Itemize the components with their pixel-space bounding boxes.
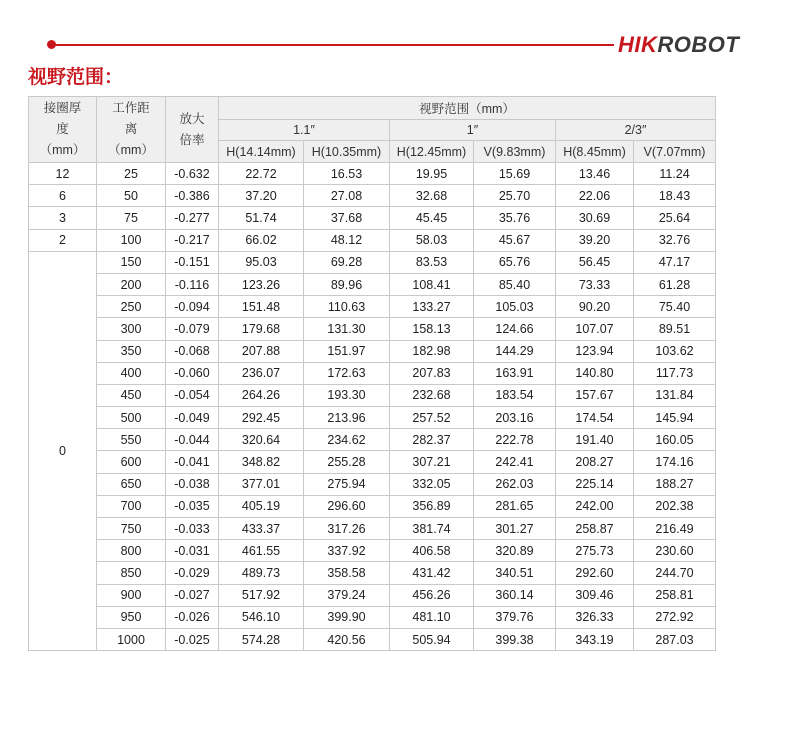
cell-fov-value: 213.96 [304,407,390,429]
table-row [29,628,716,650]
cell-fov-value: 225.14 [556,473,634,495]
cell-fov-value: 123.94 [556,340,634,362]
cell-fov-value: 117.73 [634,362,716,384]
col-header-sub: V(7.07mm) [634,141,716,163]
cell-fov-value: 258.87 [556,518,634,540]
cell-fov-value: 174.54 [556,407,634,429]
cell-fov-value: 95.03 [219,251,304,273]
table-row [29,562,716,584]
brand-logo-hik: HIK [618,32,658,57]
cell-fov-value: 11.24 [634,163,716,185]
cell-fov-value: 183.54 [474,384,556,406]
cell-fov-value: 47.17 [634,251,716,273]
cell-ring-thickness-group: 0 [29,251,97,650]
table-row [29,207,716,229]
cell-fov-value: 230.60 [634,540,716,562]
cell-fov-value: 207.83 [390,362,474,384]
cell-fov-value: 89.96 [304,273,390,295]
cell-ring-thickness: 2 [29,229,97,251]
col-header-sub: H(10.35mm) [304,141,390,163]
cell-fov-value: 574.28 [219,628,304,650]
table-row [29,185,716,207]
cell-fov-value: 489.73 [219,562,304,584]
cell-fov-value: 32.76 [634,229,716,251]
cell-fov-value: 309.46 [556,584,634,606]
cell-fov-value: 145.94 [634,407,716,429]
cell-magnification: -0.277 [166,207,219,229]
cell-fov-value: 193.30 [304,384,390,406]
cell-working-distance: 300 [97,318,166,340]
cell-fov-value: 131.30 [304,318,390,340]
cell-fov-value: 30.69 [556,207,634,229]
cell-magnification: -0.049 [166,407,219,429]
cell-working-distance: 400 [97,362,166,384]
cell-fov-value: 45.45 [390,207,474,229]
cell-fov-value: 301.27 [474,518,556,540]
cell-fov-value: 360.14 [474,584,556,606]
cell-working-distance: 900 [97,584,166,606]
table-row [29,229,716,251]
cell-fov-value: 103.62 [634,340,716,362]
cell-fov-value: 281.65 [474,495,556,517]
cell-fov-value: 264.26 [219,384,304,406]
cell-working-distance: 650 [97,473,166,495]
cell-fov-value: 358.58 [304,562,390,584]
cell-working-distance: 200 [97,273,166,295]
col-header-working-distance [97,97,166,163]
cell-fov-value: 343.19 [556,628,634,650]
cell-fov-value: 158.13 [390,318,474,340]
cell-fov-value: 320.89 [474,540,556,562]
cell-fov-value: 188.27 [634,473,716,495]
cell-fov-value: 242.41 [474,451,556,473]
col-header-sensor-1-1in: 1.1″ [219,120,390,141]
cell-fov-value: 232.68 [390,384,474,406]
table-row [29,340,716,362]
table-row [29,473,716,495]
cell-fov-value: 19.95 [390,163,474,185]
cell-fov-value: 262.03 [474,473,556,495]
cell-magnification: -0.116 [166,273,219,295]
cell-fov-value: 163.91 [474,362,556,384]
cell-magnification: -0.027 [166,584,219,606]
cell-fov-value: 203.16 [474,407,556,429]
cell-fov-value: 340.51 [474,562,556,584]
cell-fov-value: 307.21 [390,451,474,473]
cell-magnification: -0.094 [166,296,219,318]
cell-working-distance: 250 [97,296,166,318]
table-row [29,318,716,340]
cell-fov-value: 317.26 [304,518,390,540]
cell-fov-value: 172.63 [304,362,390,384]
cell-magnification: -0.041 [166,451,219,473]
cell-fov-value: 32.68 [390,185,474,207]
cell-fov-value: 51.74 [219,207,304,229]
cell-fov-value: 133.27 [390,296,474,318]
cell-working-distance: 450 [97,384,166,406]
cell-fov-value: 282.37 [390,429,474,451]
cell-fov-value: 348.82 [219,451,304,473]
table-row [29,540,716,562]
cell-magnification: -0.386 [166,185,219,207]
cell-fov-value: 207.88 [219,340,304,362]
cell-ring-thickness: 6 [29,185,97,207]
header-accent-line [52,44,614,46]
cell-fov-value: 151.97 [304,340,390,362]
cell-fov-value: 258.81 [634,584,716,606]
cell-working-distance: 500 [97,407,166,429]
cell-working-distance: 600 [97,451,166,473]
cell-fov-value: 456.26 [390,584,474,606]
col-header-sub: H(8.45mm) [556,141,634,163]
cell-working-distance: 800 [97,540,166,562]
cell-fov-value: 236.07 [219,362,304,384]
cell-fov-value: 257.52 [390,407,474,429]
cell-fov-value: 110.63 [304,296,390,318]
cell-working-distance: 25 [97,163,166,185]
cell-fov-value: 73.33 [556,273,634,295]
cell-magnification: -0.031 [166,540,219,562]
table-row [29,407,716,429]
cell-fov-value: 377.01 [219,473,304,495]
fov-table [28,96,716,651]
cell-fov-value: 13.46 [556,163,634,185]
col-header-sub: H(14.14mm) [219,141,304,163]
cell-fov-value: 244.70 [634,562,716,584]
table-row [29,518,716,540]
cell-magnification: -0.060 [166,362,219,384]
cell-fov-value: 105.03 [474,296,556,318]
cell-fov-value: 505.94 [390,628,474,650]
cell-fov-value: 151.48 [219,296,304,318]
cell-fov-value: 379.76 [474,606,556,628]
col-header-magnification [166,97,219,163]
cell-fov-value: 337.92 [304,540,390,562]
col-header-ring-thickness [29,97,97,163]
cell-magnification: -0.038 [166,473,219,495]
cell-fov-value: 58.03 [390,229,474,251]
cell-ring-thickness: 3 [29,207,97,229]
cell-fov-value: 326.33 [556,606,634,628]
col-header-wd-line3: （mm） [108,143,154,157]
cell-fov-value: 144.29 [474,340,556,362]
table-row [29,584,716,606]
col-header-ring-line3: （mm） [39,143,86,157]
cell-fov-value: 191.40 [556,429,634,451]
cell-fov-value: 332.05 [390,473,474,495]
col-header-sensor-2-3in: 2/3″ [556,120,716,141]
cell-fov-value: 481.10 [390,606,474,628]
brand-logo [618,32,739,58]
cell-fov-value: 83.53 [390,251,474,273]
cell-fov-value: 65.76 [474,251,556,273]
col-header-wd-line2: 离 [124,122,138,136]
cell-magnification: -0.029 [166,562,219,584]
cell-working-distance: 700 [97,495,166,517]
section-title: 视野范围： [28,66,124,88]
cell-fov-value: 399.90 [304,606,390,628]
table-row [29,495,716,517]
brand-logo-robot: ROBOT [657,32,740,57]
cell-fov-value: 25.64 [634,207,716,229]
cell-magnification: -0.054 [166,384,219,406]
table-row [29,163,716,185]
cell-fov-value: 405.19 [219,495,304,517]
cell-fov-value: 140.80 [556,362,634,384]
col-header-sensor-1in: 1″ [390,120,556,141]
cell-fov-value: 124.66 [474,318,556,340]
cell-working-distance: 550 [97,429,166,451]
cell-fov-value: 296.60 [304,495,390,517]
cell-fov-value: 356.89 [390,495,474,517]
cell-working-distance: 150 [97,251,166,273]
col-header-wd-line1: 工作距 [112,101,150,115]
cell-fov-value: 157.67 [556,384,634,406]
cell-fov-value: 255.28 [304,451,390,473]
cell-working-distance: 100 [97,229,166,251]
cell-fov-value: 182.98 [390,340,474,362]
table-row [29,429,716,451]
table-row [29,251,716,273]
cell-fov-value: 287.03 [634,628,716,650]
fov-table-body [29,163,716,651]
cell-fov-value: 406.58 [390,540,474,562]
cell-fov-value: 272.92 [634,606,716,628]
cell-fov-value: 39.20 [556,229,634,251]
cell-working-distance: 1000 [97,628,166,650]
cell-fov-value: 399.38 [474,628,556,650]
cell-fov-value: 56.45 [556,251,634,273]
cell-fov-value: 37.68 [304,207,390,229]
cell-fov-value: 381.74 [390,518,474,540]
cell-fov-value: 292.60 [556,562,634,584]
cell-working-distance: 75 [97,207,166,229]
cell-fov-value: 131.84 [634,384,716,406]
cell-magnification: -0.044 [166,429,219,451]
cell-working-distance: 750 [97,518,166,540]
cell-fov-value: 90.20 [556,296,634,318]
cell-fov-value: 174.16 [634,451,716,473]
cell-fov-value: 208.27 [556,451,634,473]
cell-working-distance: 350 [97,340,166,362]
cell-fov-value: 45.67 [474,229,556,251]
cell-fov-value: 160.05 [634,429,716,451]
cell-fov-value: 292.45 [219,407,304,429]
col-header-ring-line1: 接圈厚 [43,101,82,115]
cell-fov-value: 546.10 [219,606,304,628]
col-header-sub: H(12.45mm) [390,141,474,163]
cell-magnification: -0.217 [166,229,219,251]
cell-fov-value: 69.28 [304,251,390,273]
cell-working-distance: 50 [97,185,166,207]
col-header-mag-line1: 放大 [179,111,205,126]
table-row [29,384,716,406]
cell-fov-value: 420.56 [304,628,390,650]
cell-fov-value: 15.69 [474,163,556,185]
table-row [29,606,716,628]
cell-fov-value: 37.20 [219,185,304,207]
cell-fov-value: 461.55 [219,540,304,562]
cell-fov-value: 89.51 [634,318,716,340]
cell-fov-value: 108.41 [390,273,474,295]
cell-fov-value: 35.76 [474,207,556,229]
cell-fov-value: 61.28 [634,273,716,295]
cell-fov-value: 202.38 [634,495,716,517]
cell-fov-value: 320.64 [219,429,304,451]
cell-magnification: -0.079 [166,318,219,340]
cell-magnification: -0.035 [166,495,219,517]
cell-magnification: -0.026 [166,606,219,628]
cell-working-distance: 850 [97,562,166,584]
cell-magnification: -0.033 [166,518,219,540]
cell-fov-value: 22.72 [219,163,304,185]
cell-fov-value: 179.68 [219,318,304,340]
cell-fov-value: 222.78 [474,429,556,451]
cell-fov-value: 18.43 [634,185,716,207]
col-header-sub: V(9.83mm) [474,141,556,163]
cell-fov-value: 433.37 [219,518,304,540]
table-row [29,362,716,384]
cell-fov-value: 27.08 [304,185,390,207]
cell-working-distance: 950 [97,606,166,628]
cell-fov-value: 25.70 [474,185,556,207]
cell-magnification: -0.025 [166,628,219,650]
cell-fov-value: 66.02 [219,229,304,251]
cell-fov-value: 517.92 [219,584,304,606]
cell-fov-value: 431.42 [390,562,474,584]
col-header-mag-line2: 倍率 [179,132,205,147]
cell-magnification: -0.068 [166,340,219,362]
col-header-fov-group: 视野范围（mm） [219,97,716,120]
table-row [29,296,716,318]
col-header-ring-line2: 度 [56,122,69,136]
cell-fov-value: 275.94 [304,473,390,495]
table-row [29,451,716,473]
cell-fov-value: 379.24 [304,584,390,606]
cell-ring-thickness: 12 [29,163,97,185]
cell-fov-value: 22.06 [556,185,634,207]
cell-fov-value: 242.00 [556,495,634,517]
cell-fov-value: 48.12 [304,229,390,251]
cell-fov-value: 85.40 [474,273,556,295]
cell-fov-value: 123.26 [219,273,304,295]
cell-fov-value: 16.53 [304,163,390,185]
cell-fov-value: 275.73 [556,540,634,562]
cell-fov-value: 216.49 [634,518,716,540]
cell-magnification: -0.632 [166,163,219,185]
cell-magnification: -0.151 [166,251,219,273]
cell-fov-value: 234.62 [304,429,390,451]
cell-fov-value: 107.07 [556,318,634,340]
cell-fov-value: 75.40 [634,296,716,318]
table-row [29,273,716,295]
